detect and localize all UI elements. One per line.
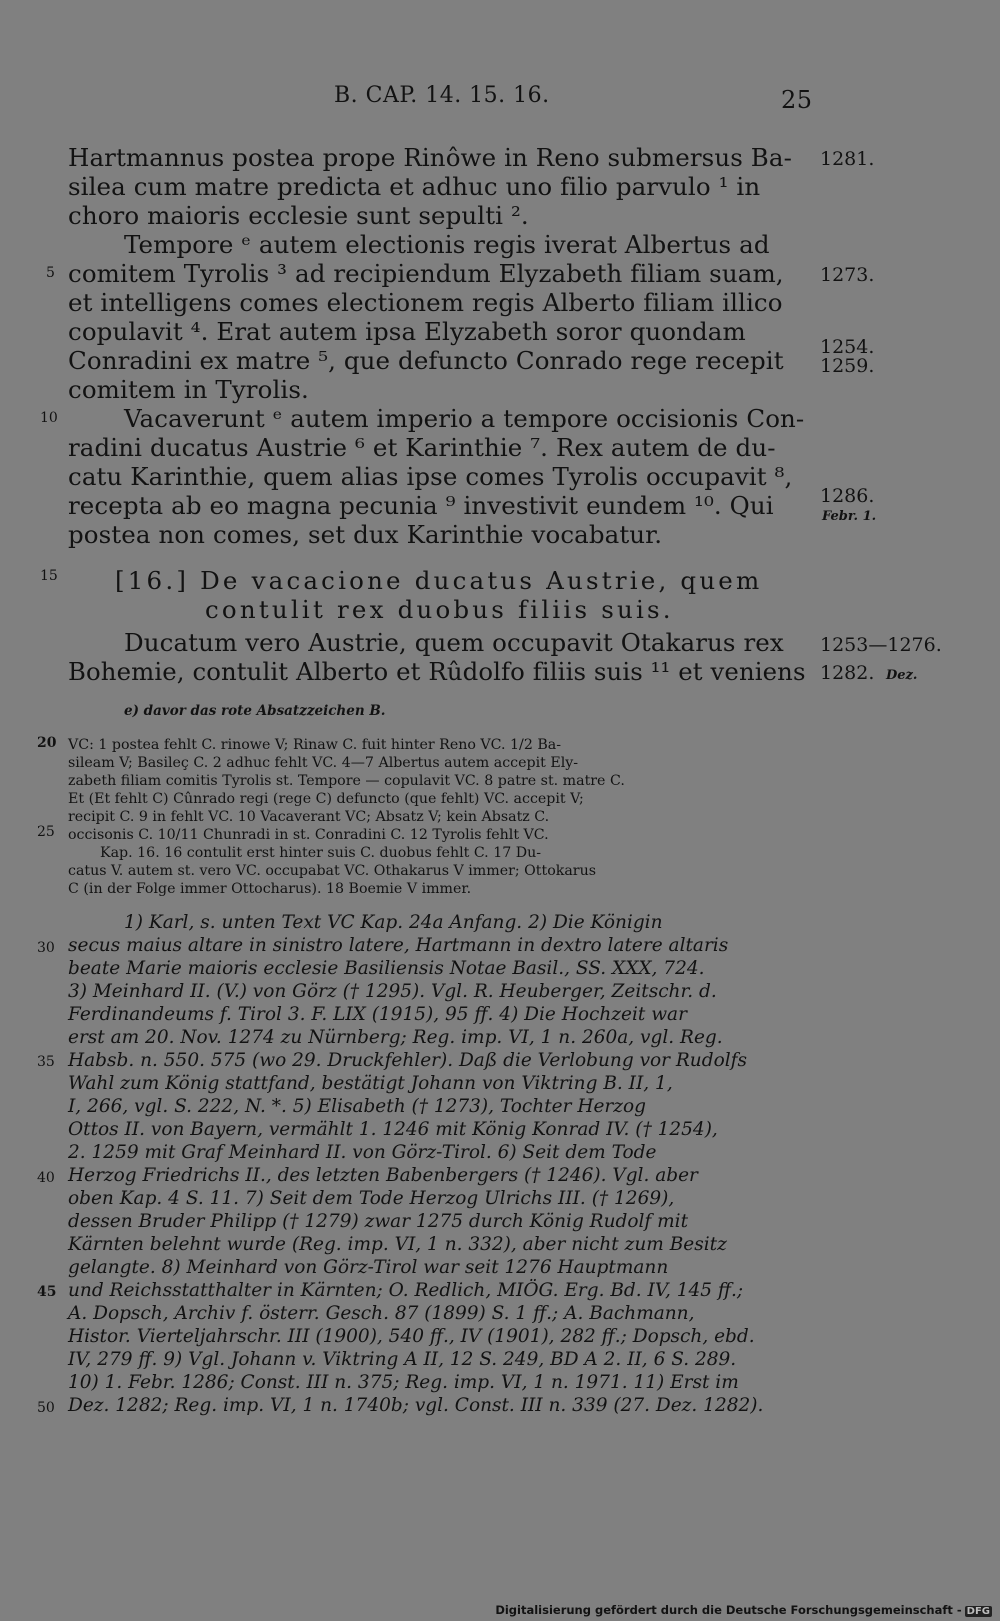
- footnote-line: gelangte. 8) Meinhard von Görz-Tirol war seit 1276 Hauptmann: [68, 1257, 669, 1278]
- footnote-line: A. Dopsch, Archiv f. österr. Gesch. 87 (1899) S. 1 ff.; A. Bachmann,: [68, 1303, 695, 1324]
- variant-line: Kap. 16. 16 contulit erst hinter suis C. duobus fehlt C. 17 Du-: [100, 845, 542, 861]
- variant-line: recipit C. 9 in fehlt VC. 10 Vacaverant VC; Absatz V; kein Absatz C.: [68, 809, 550, 825]
- footnote-line: oben Kap. 4 S. 11. 7) Seit dem Tode Herzog Ulrichs III. († 1269),: [68, 1188, 675, 1209]
- line-number: 10: [40, 410, 58, 426]
- line-number: 50: [37, 1400, 55, 1416]
- line-number: 45: [37, 1284, 57, 1300]
- line-number: 15: [40, 568, 58, 584]
- main-line: recepta ab eo magna pecunia ⁹ investivit eundem ¹⁰. Qui: [68, 491, 774, 520]
- footnote-line: 3) Meinhard II. (V.) von Görz († 1295). Vgl. R. Heuberger, Zeitschr. d.: [68, 981, 717, 1002]
- editorial-note: e) davor das rote Absatzzeichen B.: [124, 703, 386, 719]
- main-line: Vacaverunt ᵉ autem imperio a tempore occisionis Con-: [124, 404, 805, 433]
- footnote-line: Habsb. n. 550. 575 (wo 29. Druckfehler). Daß die Verlobung vor Rudolfs: [68, 1050, 747, 1071]
- line-number: 5: [46, 265, 55, 281]
- variant-line: zabeth filiam comitis Tyrolis st. Tempore — copulavit VC. 8 patre st. matre C.: [68, 773, 625, 789]
- margin-date: Febr. 1.: [822, 509, 877, 524]
- main-line: Bohemie, contulit Alberto et Rûdolfo filiis suis ¹¹ et veniens: [68, 657, 806, 686]
- footnote-line: 2. 1259 mit Graf Meinhard II. von Görz-Tirol. 6) Seit dem Tode: [68, 1142, 657, 1163]
- footnote-line: secus maius altare in sinistro latere, Hartmann in dextro latere altaris: [68, 935, 729, 956]
- margin-year: 1254.: [820, 336, 875, 358]
- footnote-line: Histor. Vierteljahrschr. III (1900), 540 ff., IV (1901), 282 ff.; Dopsch, ebd.: [68, 1326, 755, 1347]
- footnote-line: dessen Bruder Philipp († 1279) zwar 1275 durch König Rudolf mit: [68, 1211, 689, 1232]
- line-number: 25: [37, 824, 55, 840]
- credit-text: Digitalisierung gefördert durch die Deutsche Forschungsgemeinschaft -: [495, 1603, 962, 1617]
- footnote-line: und Reichsstatthalter in Kärnten; O. Redlich, MIÖG. Erg. Bd. IV, 145 ff.;: [68, 1280, 744, 1301]
- main-line: catu Karinthie, quem alias ipse comes Tyrolis occupavit ⁸,: [68, 462, 793, 491]
- main-line: radini ducatus Austrie ⁶ et Karinthie ⁷. Rex autem de du-: [68, 433, 776, 462]
- footnote-line: 10) 1. Febr. 1286; Const. III n. 375; Reg. imp. VI, 1 n. 1971. 11) Erst im: [68, 1372, 739, 1393]
- margin-year: 1286.: [820, 485, 875, 507]
- main-line: copulavit ⁴. Erat autem ipsa Elyzabeth soror quondam: [68, 317, 746, 346]
- page-number: 25: [781, 86, 813, 114]
- main-line: comitem in Tyrolis.: [68, 375, 309, 404]
- footnote-line: Herzog Friedrichs II., des letzten Babenbergers († 1246). Vgl. aber: [68, 1165, 698, 1186]
- footnote-line: beate Marie maioris ecclesie Basiliensis Notae Basil., SS. XXX, 724.: [68, 958, 705, 979]
- main-line: Conradini ex matre ⁵, que defuncto Conrado rege recepit: [68, 346, 784, 375]
- dfg-logo: DFG: [966, 1606, 990, 1617]
- margin-year: 1282.: [820, 662, 875, 684]
- main-line: silea cum matre predicta et adhuc uno filio parvulo ¹ in: [68, 172, 761, 201]
- main-line: Ducatum vero Austrie, quem occupavit Otakarus rex: [124, 628, 784, 657]
- footnote-line: Ferdinandeums f. Tirol 3. F. LIX (1915), 95 ff. 4) Die Hochzeit war: [68, 1004, 687, 1025]
- margin-year: 1273.: [820, 264, 875, 286]
- line-number: 20: [37, 735, 57, 751]
- margin-year: 1253—1276.: [820, 634, 942, 656]
- variant-line: VC: 1 postea fehlt C. rinowe V; Rinaw C. fuit hinter Reno VC. 1/2 Ba-: [68, 737, 562, 753]
- line-number: 30: [37, 940, 55, 956]
- main-line: et intelligens comes electionem regis Alberto filiam illico: [68, 288, 783, 317]
- footnote-line: Wahl zum König stattfand, bestätigt Johann von Viktring B. II, 1,: [68, 1073, 673, 1094]
- digitization-credit: [495, 1603, 992, 1617]
- variant-line: C (in der Folge immer Ottocharus). 18 Boemie V immer.: [68, 881, 472, 897]
- main-line: Tempore ᵉ autem electionis regis iverat Albertus ad: [124, 230, 770, 259]
- margin-year: 1281.: [820, 148, 875, 170]
- footnote-line: Dez. 1282; Reg. imp. VI, 1 n. 1740b; vgl. Const. III n. 339 (27. Dez. 1282).: [68, 1395, 764, 1416]
- footnote-line: 1) Karl, s. unten Text VC Kap. 24a Anfang. 2) Die Königin: [124, 912, 663, 933]
- margin-year: 1259.: [820, 355, 875, 377]
- chapter-heading: contulit rex duobus filiis suis.: [205, 595, 674, 624]
- main-line: choro maioris ecclesie sunt sepulti ².: [68, 201, 529, 230]
- running-head: B. CAP. 14. 15. 16.: [334, 83, 550, 108]
- chapter-heading: [16.] De vacacione ducatus Austrie, quem: [115, 566, 763, 595]
- footnote-line: Kärnten belehnt wurde (Reg. imp. VI, 1 n. 332), aber nicht zum Besitz: [68, 1234, 727, 1255]
- line-number: 40: [37, 1170, 55, 1186]
- variant-line: Et (Et fehlt C) Cûnrado regi (rege C) defuncto (que fehlt) VC. accepit V;: [68, 791, 584, 807]
- line-number: 35: [37, 1054, 55, 1070]
- footnote-line: Ottos II. von Bayern, vermählt 1. 1246 mit König Konrad IV. († 1254),: [68, 1119, 718, 1140]
- main-line: comitem Tyrolis ³ ad recipiendum Elyzabeth filiam suam,: [68, 259, 784, 288]
- variant-line: catus V. autem st. vero VC. occupabat VC. Othakarus V immer; Ottokarus: [68, 863, 597, 879]
- footnote-line: IV, 279 ff. 9) Vgl. Johann v. Viktring A II, 12 S. 249, BD A 2. II, 6 S. 289.: [68, 1349, 737, 1370]
- footnote-line: erst am 20. Nov. 1274 zu Nürnberg; Reg. imp. VI, 1 n. 260a, vgl. Reg.: [68, 1027, 723, 1048]
- footnote-line: I, 266, vgl. S. 222, N. *. 5) Elisabeth († 1273), Tochter Herzog: [68, 1096, 646, 1117]
- variant-line: sileam V; Basileç C. 2 adhuc fehlt VC. 4—7 Albertus autem accepit Ely-: [68, 755, 579, 771]
- main-line: postea non comes, set dux Karinthie vocabatur.: [68, 520, 663, 549]
- margin-date: Dez.: [886, 668, 918, 683]
- main-line: Hartmannus postea prope Rinôwe in Reno submersus Ba-: [68, 143, 792, 172]
- variant-line: occisonis C. 10/11 Chunradi in st. Conradini C. 12 Tyrolis fehlt VC.: [68, 827, 549, 843]
